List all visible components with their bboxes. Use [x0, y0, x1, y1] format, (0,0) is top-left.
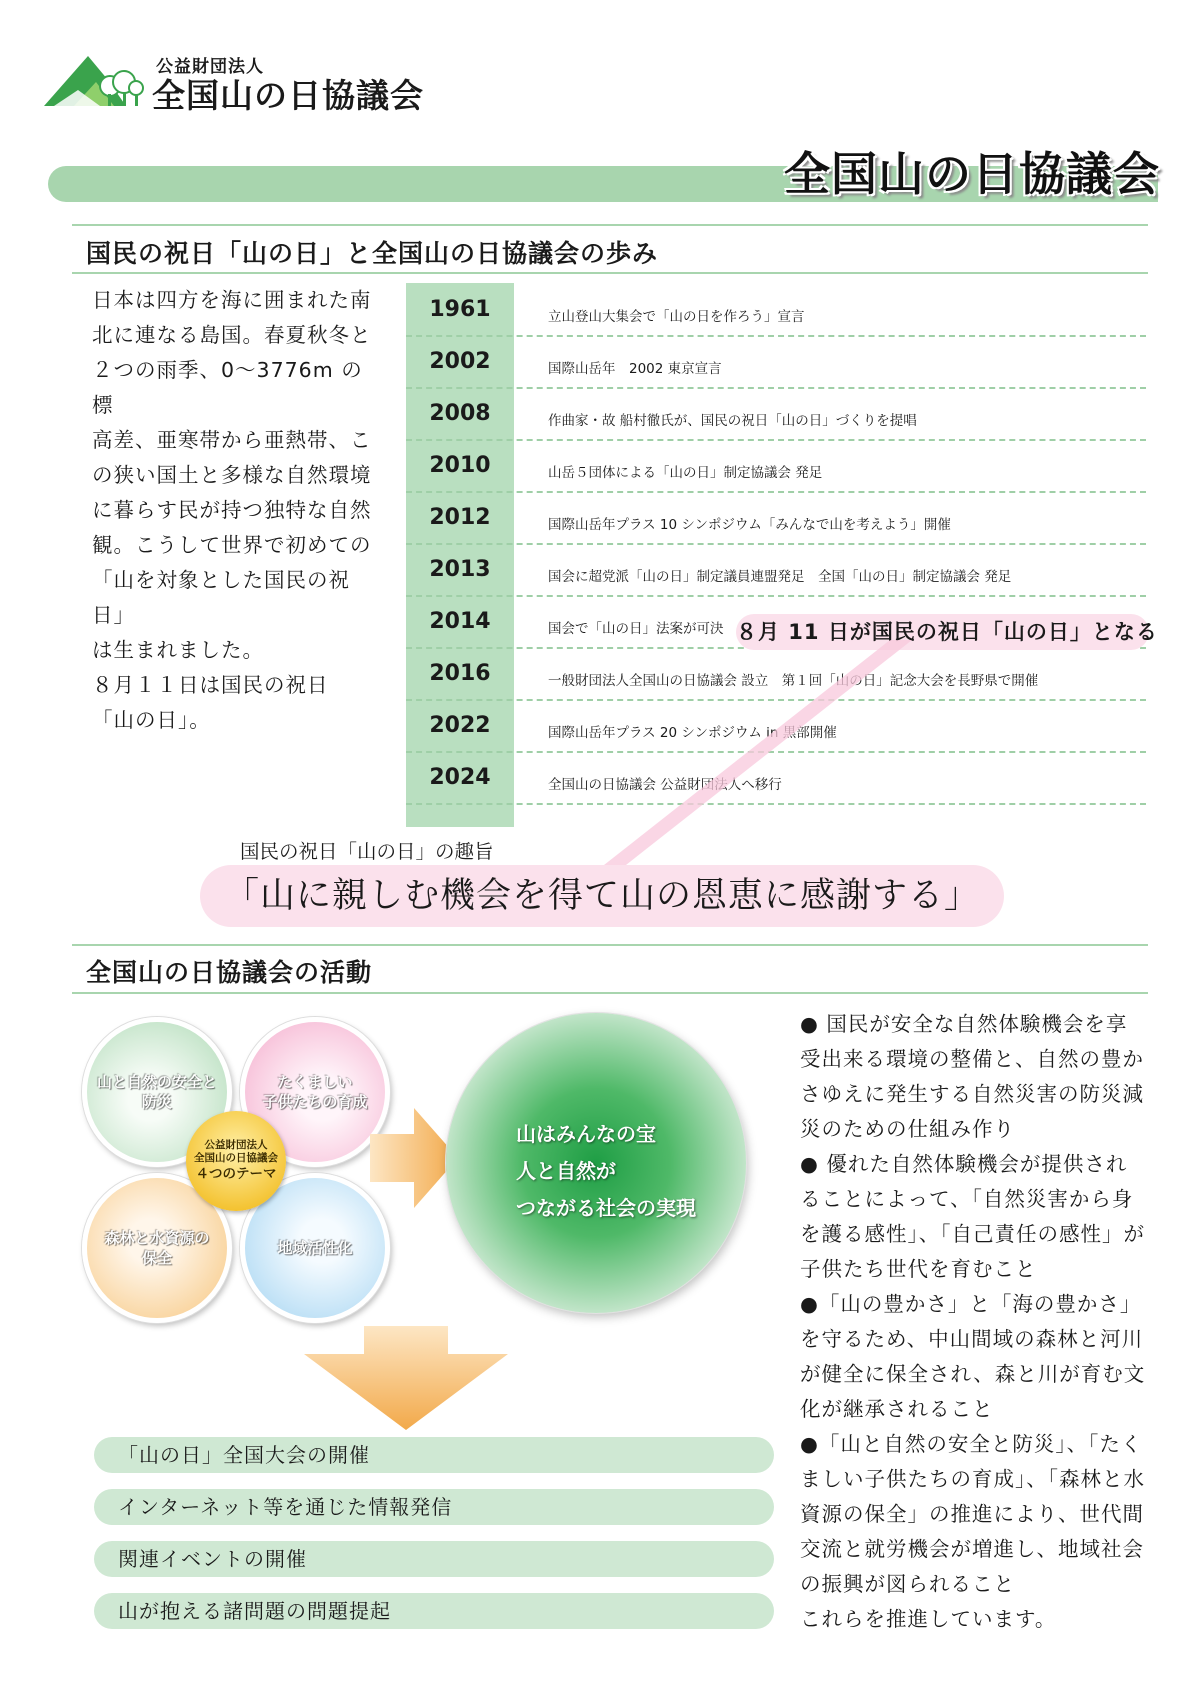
timeline-event: 作曲家・故 船村徹氏が、国民の祝日「山の日」づくりを提唱: [548, 413, 917, 429]
timeline-row: [406, 337, 1146, 389]
purpose-quote: 「山に親しむ機会を得て山の恩恵に感謝する」: [200, 865, 1004, 927]
timeline-event: 全国山の日協議会 公益財団法人へ移行: [548, 777, 782, 793]
timeline-event: 国際山岳年プラス 10 シンポジウム「みんなで山を考えよう」開催: [548, 517, 951, 533]
theme-children-circle: たくましい 子供たちの育成: [240, 1017, 390, 1167]
timeline-year: 2002: [429, 349, 491, 374]
section-divider: [72, 944, 1148, 946]
timeline-year: 2016: [429, 661, 491, 686]
timeline-year: 2013: [429, 557, 491, 582]
arrow-down-icon: [304, 1326, 508, 1430]
theme-safety-circle: 山と自然の安全と 防災: [82, 1017, 232, 1167]
activity-item: 「山の日」全国大会の開催: [94, 1437, 774, 1473]
page-title: 全国山の日協議会: [784, 147, 1160, 201]
timeline-year: 2014: [429, 609, 491, 634]
activities-section-title: 全国山の日協議会の活動: [86, 958, 373, 987]
activity-description: ● 国民が安全な自然体験機会を享 受出来る環境の整備と、自然の豊か さゆえに発生する自然災害の防災減 災のための仕組み作り ● 優れた自然体験機会が提供され ることによって、「自然災害から身 を護る感性」、「自己責任の感性」が 子供たち世代を育むこと ●「山の豊かさ」と「海の豊かさ」 を守るため、中山間域の森林と河川 が健全に保全され、森と川が育む文 化が継承されること ●「山と自然の安全と防災」、「たく ましい子供たちの育成」、「森林と水 資源の保全」の推進により、世代間 交流と就労機会が増進し、地域社会 の振興が図られること これらを推進しています。: [800, 1012, 1146, 1631]
history-intro-text: 日本は四方を海に囲まれた南 北に連なる島国。春夏秋冬と ２つの雨季、0～3776m の標 高差、亜寒帯から亜熱帯、こ の狭い国土と多様な自然環境 に暮らす民が持つ独特な自然 観。こうして世界で初めての 「山を対象とした国民の祝日」 は生まれました。 ８月１１日は国民の祝日 「山の日」。: [92, 288, 372, 732]
timeline-year: 2008: [429, 401, 491, 426]
timeline-row: [406, 389, 1146, 441]
activity-item: インターネット等を通じた情報発信: [94, 1489, 774, 1525]
purpose-label: 国民の祝日「山の日」の趣旨: [240, 840, 494, 863]
timeline-event: 国際山岳年プラス 20 シンポジウム in 黒部開催: [548, 725, 837, 741]
timeline-event: 国際山岳年 2002 東京宣言: [548, 361, 722, 377]
theme-forest-water-circle: 森林と水資源の 保全: [82, 1173, 232, 1323]
section-divider: [72, 272, 1148, 274]
timeline-year: 2022: [429, 713, 491, 738]
history-section-title: 国民の祝日「山の日」と全国山の日協議会の歩み: [86, 239, 659, 268]
timeline-row: [406, 545, 1146, 597]
timeline-row: [406, 285, 1146, 337]
timeline-year: 2024: [429, 765, 491, 790]
timeline-event: 山岳５団体による「山の日」制定協議会 発足: [548, 465, 823, 481]
organization-logo-icon: [44, 50, 144, 108]
timeline-year: 2012: [429, 505, 491, 530]
timeline-row: [406, 493, 1146, 545]
holiday-highlight: ８月 11 日が国民の祝日「山の日」となる: [736, 614, 1149, 650]
timeline-event: 国会に超党派「山の日」制定議員連盟発足 全国「山の日」制定協議会 発足: [548, 569, 1012, 585]
timeline-event: 国会で「山の日」法案が可決: [548, 621, 724, 637]
section-divider: [72, 992, 1148, 994]
organization-type: 公益財団法人: [156, 57, 264, 77]
theme-regional-revitalization-circle: 地域活性化: [240, 1173, 390, 1323]
timeline-year: 1961: [429, 297, 491, 322]
organization-name: 全国山の日協議会: [152, 76, 424, 115]
goal-text: 山はみんなの宝 人と自然が つながる社会の実現: [516, 1122, 696, 1220]
four-themes-center-circle: 公益財団法人 全国山の日協議会 ４つのテーマ: [186, 1111, 286, 1211]
section-divider: [72, 224, 1148, 226]
activity-item: 山が抱える諸問題の問題提起: [94, 1593, 774, 1629]
timeline-year: 2010: [429, 453, 491, 478]
timeline-row: [406, 441, 1146, 493]
activity-item: 関連イベントの開催: [94, 1541, 774, 1577]
timeline-event: 立山登山大集会で「山の日を作ろう」宣言: [548, 309, 805, 325]
timeline-event: 一般財団法人全国山の日協議会 設立 第１回「山の日」記念大会を長野県で開催: [548, 673, 1039, 689]
connector-ribbon: [590, 640, 920, 880]
